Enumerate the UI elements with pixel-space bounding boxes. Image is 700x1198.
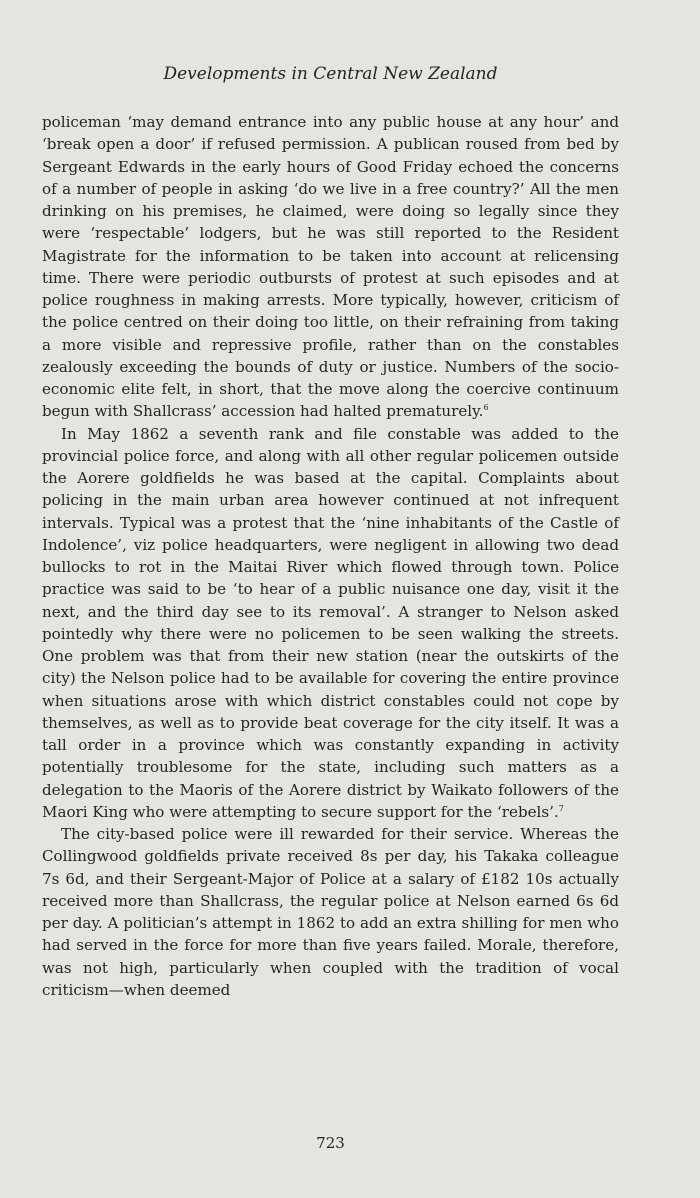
footnote-marker: 6	[483, 403, 489, 413]
paragraph-text: The city-based police were ill rewarded for their service. Whereas the Collingwood goldfields private received 8s per day, his Takaka colleague 7s 6d, and their Sergeant-Major of Police at a salary of £182 10s actually received more than Shallcrass, the regular police at Nelson earned 6s 6d per day. A politician’s attempt in 1862 to add an extra shilling for men who had served in the force for more than five years failed. Morale, therefore, was not high, particularly when coupled with the tradition of vocal criticism—when deemed	[42, 825, 619, 999]
paragraph-2	[42, 423, 619, 824]
book-page	[42, 62, 619, 1162]
paragraph-1	[42, 111, 619, 423]
paragraph-text: policeman ‘may demand entrance into any public house at any hour’ and ‘break open a door’ if refused permission. A publican roused from bed by Sergeant Edwards in the early hours of Good Friday echoed the concerns of a number of people in asking ‘do we live in a free country?’ All the men drinking on his premises, he claimed, were doing so legally since they were ‘respectable’ lodgers, but he was still reported to the Resident Magistrate for the information to be taken into account at relicensing time. There were periodic outbursts of protest at such episodes and at police roughness in making arrests. More typically, however, criticism of the police centred on their doing too little, on their refraining from taking a more visible and repressive profile, rather than on the constables zealously exceeding the bounds of duty or justice. Numbers of the socio-economic elite felt, in short, that the move along the coercive continuum begun with Shallcrass’ accession had halted prematurely.	[42, 113, 619, 421]
page-number: 723	[316, 1134, 345, 1152]
paragraph-text: In May 1862 a seventh rank and file constable was added to the provincial police force, and along with all other regular policemen outside the Aorere goldfields he was based at the capital. Complaints about policing in the main urban area however continued at not infrequent intervals. Typical was a protest that the ‘nine inhabitants of the Castle of Indolence’, viz police headquarters, were negligent in allowing two dead bullocks to rot in the Maitai River which flowed through town. Police practice was said to be ‘to hear of a public nuisance one day, visit it the next, and the third day see to its removal’. A stranger to Nelson asked pointedly why there were no policemen to be seen walking the streets. One problem was that from their new station (near the outskirts of the city) the Nelson police had to be available for covering the entire province when situations arose with which district constables could not cope by themselves, as well as to provide beat coverage for the city itself. It was a tall order in a province which was constantly expanding in activity potentially troublesome for the state, including such matters as a delegation to the Maoris of the Aorere district by Waikato followers of the Maori King who were attempting to secure support for the ‘rebels’.	[42, 424, 619, 821]
running-head: Developments in Central New Zealand	[163, 64, 498, 84]
body-text	[42, 111, 619, 1001]
footnote-marker: 7	[558, 803, 564, 813]
paragraph-3	[42, 823, 619, 1001]
